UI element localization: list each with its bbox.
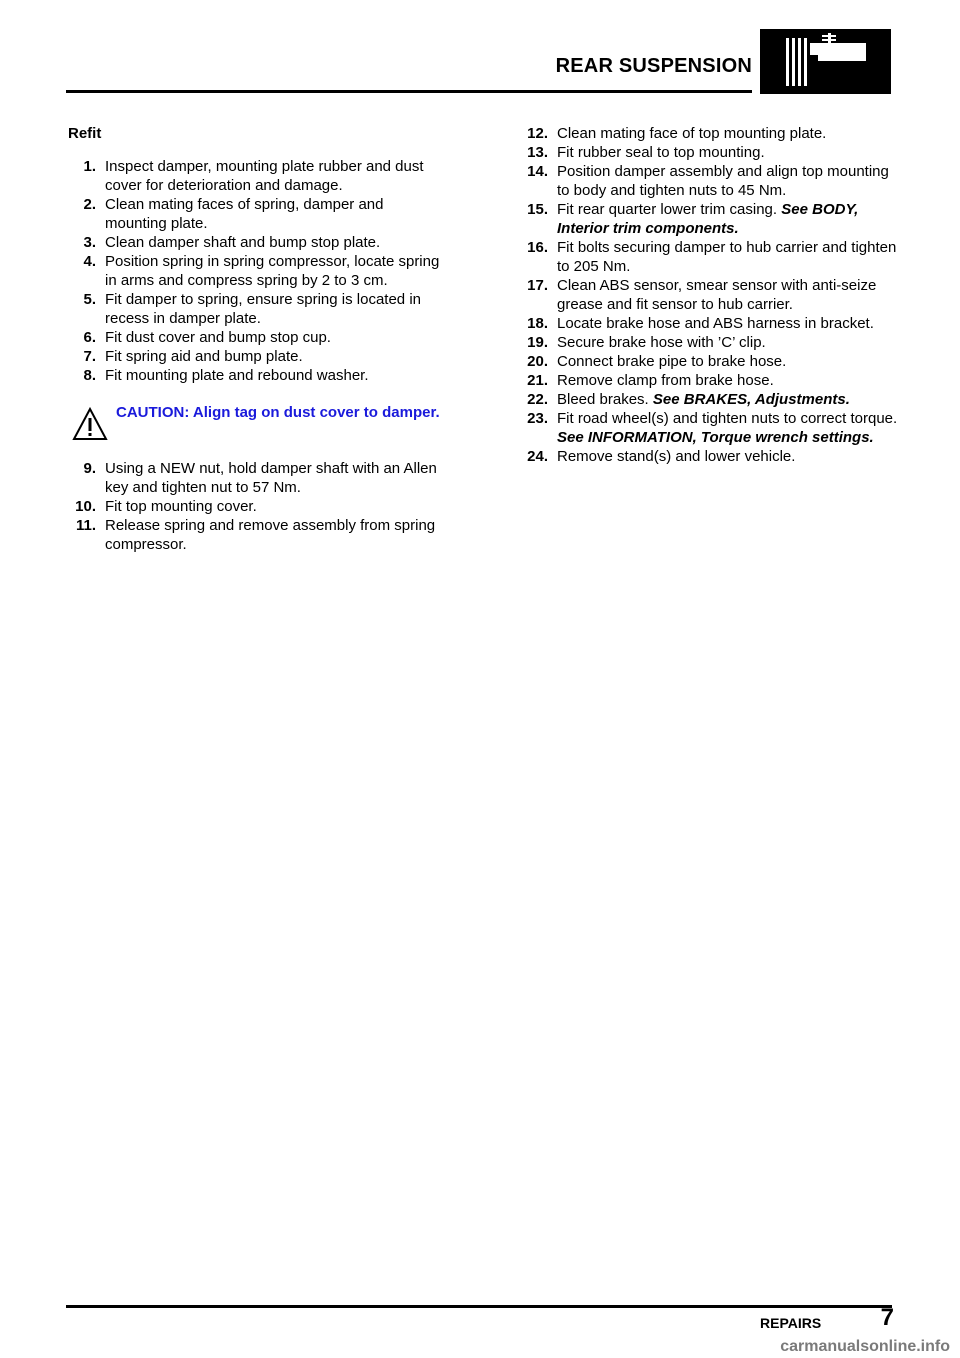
step-text: Clean ABS sensor, smear sensor with anti-seize grease and fit sensor to hub carrier.: [557, 277, 877, 313]
rear-suspension-section-icon: [760, 29, 891, 94]
step-item: [520, 371, 900, 390]
step-text: Fit damper to spring, ensure spring is located in recess in damper plate.: [105, 291, 421, 327]
step-item: [68, 366, 440, 385]
step-text: Fit mounting plate and rebound washer.: [105, 367, 369, 384]
step-text: Fit road wheel(s) and tighten nuts to correct torque.: [557, 410, 898, 427]
step-text: Inspect damper, mounting plate rubber and dust cover for deterioration and damage.: [105, 158, 424, 194]
step-number: 22.: [527, 391, 548, 408]
step-number: 4.: [83, 253, 96, 270]
step-item: [520, 200, 900, 238]
step-text: Secure brake hose with ’C’ clip.: [557, 334, 766, 351]
step-number: 10.: [75, 498, 96, 515]
step-item: [68, 157, 440, 195]
step-item: [68, 328, 440, 347]
step-item: [520, 447, 900, 466]
step-number: 12.: [527, 125, 548, 142]
step-number: 13.: [527, 144, 548, 161]
step-text: Fit spring aid and bump plate.: [105, 348, 303, 365]
step-text: Fit rear quarter lower trim casing.: [557, 201, 778, 218]
header-rule: [66, 90, 752, 93]
rear-suspension-icon: [760, 29, 891, 94]
step-text: Position damper assembly and align top mounting to body and tighten nuts to 45 Nm.: [557, 163, 889, 199]
step-item: [68, 459, 440, 497]
cross-reference-link[interactable]: See INFORMATION, Torque wrench settings.: [557, 429, 874, 446]
steps-list-right: [520, 124, 900, 466]
step-item: [520, 333, 900, 352]
step-item: [68, 290, 440, 328]
step-number: 9.: [83, 460, 96, 477]
page-number: 7: [880, 1304, 894, 1331]
step-item: [68, 516, 440, 554]
step-number: 5.: [83, 291, 96, 308]
step-item: [68, 497, 440, 516]
step-item: [68, 252, 440, 290]
step-number: 20.: [527, 353, 548, 370]
step-text: Release spring and remove assembly from spring compressor.: [105, 517, 436, 553]
steps-list-b: [68, 459, 440, 554]
step-text: Fit bolts securing damper to hub carrier and tighten to 205 Nm.: [557, 239, 897, 275]
step-item: [520, 162, 900, 200]
step-number: 19.: [527, 334, 548, 351]
step-number: 6.: [83, 329, 96, 346]
step-number: 7.: [83, 348, 96, 365]
step-text: Clean mating face of top mounting plate.: [557, 125, 827, 142]
watermark: carmanualsonline.info: [780, 1338, 950, 1355]
step-item: [520, 352, 900, 371]
warning-triangle-icon: [72, 407, 108, 441]
step-text: Fit top mounting cover.: [105, 498, 257, 515]
step-number: 16.: [527, 239, 548, 256]
caution-note: [68, 403, 440, 443]
step-item: [520, 143, 900, 162]
left-column: [68, 124, 440, 554]
step-number: 2.: [83, 196, 96, 213]
step-item: [68, 233, 440, 252]
caution-text: CAUTION: Align tag on dust cover to damper.: [116, 404, 440, 421]
step-number: 14.: [527, 163, 548, 180]
step-item: [68, 195, 440, 233]
step-number: 21.: [527, 372, 548, 389]
step-number: 23.: [527, 410, 548, 427]
step-text: Position spring in spring compressor, locate spring in arms and compress spring by 2 to 3 cm.: [105, 253, 440, 289]
step-text: Clean damper shaft and bump stop plate.: [105, 234, 381, 251]
section-heading: Refit: [68, 125, 102, 142]
footer-section-label: REPAIRS: [760, 1315, 822, 1331]
step-text: Bleed brakes.: [557, 391, 649, 408]
step-number: 3.: [83, 234, 96, 251]
step-item: [520, 314, 900, 333]
step-text: Clean mating faces of spring, damper and mounting plate.: [105, 196, 384, 232]
cross-reference-link[interactable]: See BODY, Interior trim components.: [557, 201, 859, 237]
step-text: Remove clamp from brake hose.: [557, 372, 774, 389]
step-item: [520, 276, 900, 314]
step-item: [520, 409, 900, 447]
step-number: 11.: [75, 517, 96, 534]
step-text: Remove stand(s) and lower vehicle.: [557, 448, 796, 465]
step-text: Locate brake hose and ABS harness in bracket.: [557, 315, 874, 332]
step-number: 8.: [83, 367, 96, 384]
step-number: 18.: [527, 315, 548, 332]
step-text: Connect brake pipe to brake hose.: [557, 353, 787, 370]
page-title: REAR SUSPENSION: [555, 55, 752, 77]
step-item: [520, 124, 900, 143]
right-column: [520, 124, 900, 466]
step-text: Fit dust cover and bump stop cup.: [105, 329, 331, 346]
step-number: 17.: [527, 277, 548, 294]
step-text: Using a NEW nut, hold damper shaft with an Allen key and tighten nut to 57 Nm.: [105, 460, 437, 496]
step-item: [520, 390, 900, 409]
footer-rule: [66, 1305, 892, 1308]
step-text: Fit rubber seal to top mounting.: [557, 144, 765, 161]
step-number: 15.: [527, 201, 548, 218]
step-number: 1.: [83, 158, 96, 175]
step-item: [520, 238, 900, 276]
cross-reference-link[interactable]: See BRAKES, Adjustments.: [652, 391, 850, 408]
step-number: 24.: [527, 448, 548, 465]
step-item: [68, 347, 440, 366]
steps-list-a: [68, 157, 440, 385]
